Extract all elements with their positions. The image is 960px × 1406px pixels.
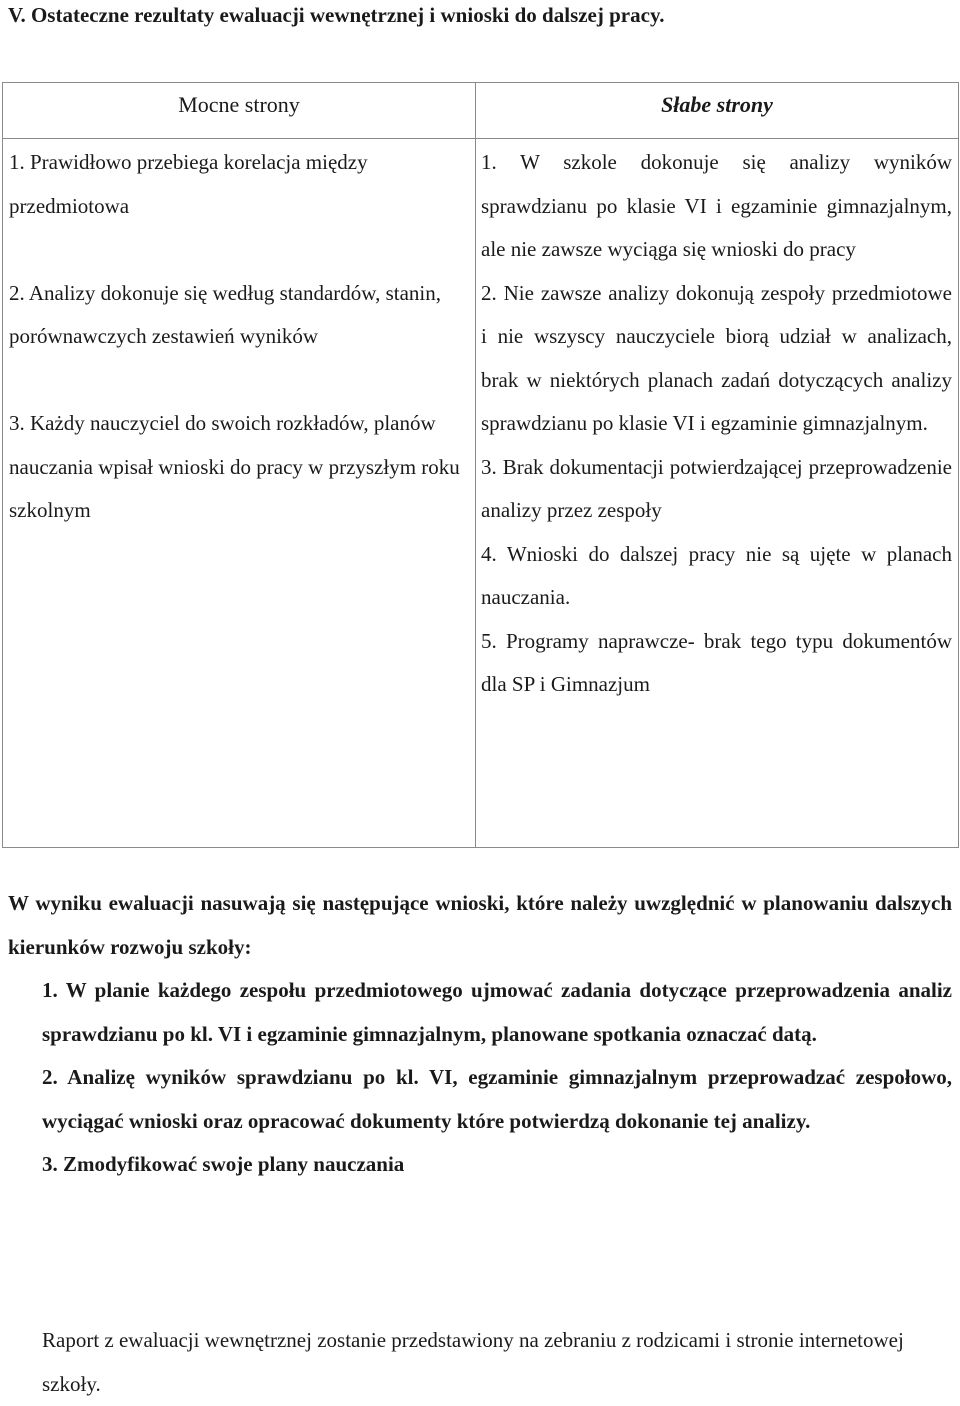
weak-item: 3. Brak dokumentacji potwierdzającej przeprowadzenie analizy przez zespoły: [481, 454, 952, 523]
strong-header-cell: [3, 83, 476, 139]
conclusion-item: 1. W planie każdego zespołu przedmiotowego ujmować zadania dotyczące przeprowadzenia analiz sprawdzianu po kl. VI i egzaminie gimnazjalnym, planowane spotkania oznaczać datą.: [42, 978, 952, 1046]
weak-points-cell: [476, 139, 959, 848]
strong-header: Mocne strony: [178, 92, 300, 117]
weak-item: 1. W szkole dokonuje się analizy wyników sprawdzianu po klasie VI i egzaminie gimnazjalnym, ale nie zawsze wyciąga się wnioski do pracy: [481, 150, 952, 262]
conclusions-block: [8, 882, 952, 1187]
strong-points-cell: [3, 139, 476, 848]
report-note: Raport z ewaluacji wewnętrznej zostanie przedstawiony na zebraniu z rodzicami i stronie internetowej szkoły.: [42, 1328, 904, 1396]
weak-item: 4. Wnioski do dalszej pracy nie są ujęte w planach nauczania.: [481, 541, 952, 610]
table-body-row: [3, 139, 959, 848]
weak-item: 2. Nie zawsze analizy dokonują zespoły przedmiotowe i nie wszyscy nauczyciele biorą udział w analizach, brak w niektórych planach zadań dotyczących analizy sprawdzianu po klasie VI i egzaminie gimnazjalnym.: [481, 280, 952, 436]
conclusion-item: 3. Zmodyfikować swoje plany nauczania: [42, 1152, 405, 1176]
strong-item: 1. Prawidłowo przebiega korelacja między przedmiotowa: [9, 150, 368, 218]
evaluation-table: [2, 82, 959, 848]
weak-item: 5. Programy naprawcze- brak tego typu dokumentów dla SP i Gimnazjum: [481, 628, 952, 697]
table-header-row: [3, 83, 959, 139]
section-title: V. Ostateczne rezultaty ewaluacji wewnętrznej i wnioski do dalszej pracy.: [8, 3, 665, 27]
conclusions-intro: W wyniku ewaluacji nasuwają się następujące wnioski, które należy uwzględnić w planowaniu dalszych kierunków rozwoju szkoły:: [8, 891, 952, 959]
strong-item: 2. Analizy dokonuje się według standardów, stanin, porównawczych zestawień wyników: [9, 280, 441, 349]
weak-header: Słabe strony: [661, 92, 773, 117]
conclusion-item: 2. Analizę wyników sprawdzianu po kl. VI, egzaminie gimnazjalnym przeprowadzać zespołowo, wyciągać wnioski oraz opracować dokumenty które potwierdzą dokonanie tej analizy.: [42, 1065, 952, 1133]
strong-item: 3. Każdy nauczyciel do swoich rozkładów, planów nauczania wpisał wnioski do pracy w przyszłym roku szkolnym: [9, 411, 460, 523]
weak-header-cell: [476, 83, 959, 139]
